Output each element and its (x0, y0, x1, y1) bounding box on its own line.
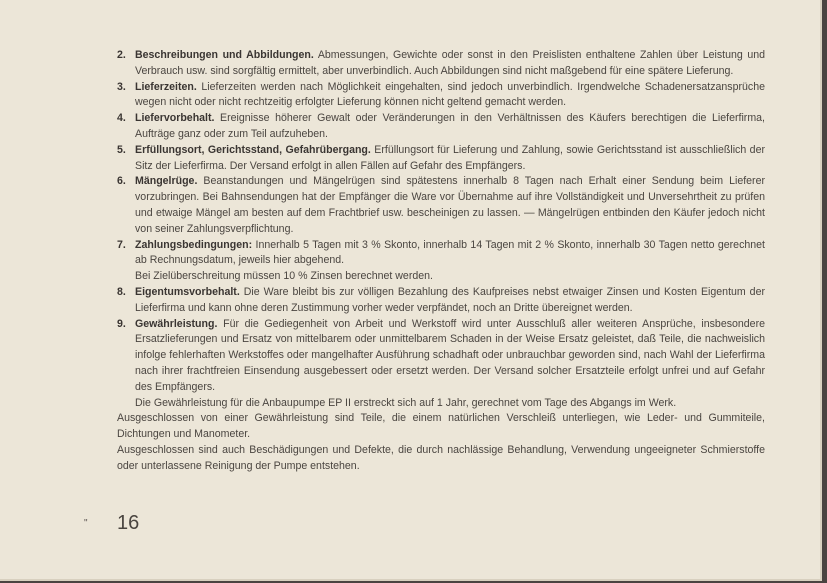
term-item-4 (117, 111, 765, 143)
term-text: Abmessungen, Gewichte oder sonst in den Preislisten enthaltene Zahlen über Leistung und Verbrauch usw. sind sorgfältig ermittelt, aber unverbindlich. Auch Abbildungen sind nicht maßgebend für eine spätere Lieferung. (135, 49, 765, 77)
term-heading: Eigentumsvorbehalt. (135, 285, 240, 298)
term-heading: Mängelrüge. (135, 175, 198, 188)
term-number: 2. (117, 49, 126, 61)
term-item-2 (117, 48, 765, 80)
term-item-6 (117, 174, 765, 237)
term-text: Für die Gediegenheit von Arbeit und Werkstoff wird unter Ausschluß aller weiteren Ansprüche, insbesondere Ersatzlieferungen und Ersatz von mittelbarem oder unmittelbarem Schaden in der Weise Ersatz geleistet, daß Teile, die nachweislich infolge fehlerhaften Werkstoffes oder mangelhafter Ausführung schadhaft oder unbrauchbar geworden sind, nach Wahl der Lieferfirma nach ihrer frachtfreien Einsendung ausgebessert oder ersetzt werden. Der Versand solcher Ersatzteile erfolgt unfrei und auf Gefahr des Empfängers. (135, 317, 765, 393)
term-text: Beanstandungen und Mängelrügen sind spätestens innerhalb 8 Tagen nach Erhalt einer Sendung beim Lieferer vorzubringen. Bei Bahnsendungen hat der Empfänger die Ware vor Übernahme auf ihre Vollständigkeit und Unversehrtheit zu prüfen und etwaige Mängel am besten auf dem Frachtbrief usw. bescheinigen zu lassen. — Mängelrügen entbinden den Käufer jedoch nicht von seiner Zahlungsverpflichtung. (135, 175, 765, 235)
term-heading: Lieferzeiten. (135, 80, 197, 93)
page-number: 16 (117, 512, 140, 534)
term-item-9 (117, 317, 765, 412)
term-text: Lieferzeiten werden nach Möglichkeit eingehalten, sind jedoch unverbindlich. Irgendwelche Schadenersatzansprüche wegen nicht oder nicht rechtzeitig erfolgter Lieferung können nicht geltend gemacht werden. (135, 80, 765, 109)
term-extra-text: Die Gewährleistung für die Anbaupumpe EP II erstreckt sich auf 1 Jahr, gerechnet vom Tage des Abgangs im Werk. (135, 396, 677, 409)
term-item-3 (117, 80, 765, 112)
closing-paragraph: Ausgeschlossen sind auch Beschädigungen und Defekte, die durch nachlässige Behandlung, Verwendung ungeeigneter Schmierstoffe oder unterlassene Reinigung der Pumpe entstehen. (117, 443, 765, 472)
term-number: 8. (117, 285, 126, 298)
term-text: Innerhalb 5 Tagen mit 3 % Skonto, innerhalb 14 Tagen mit 2 % Skonto, innerhalb 30 Tagen netto gerechnet ab Rechnungsdatum, jeweils hier abgehend. (135, 238, 765, 267)
term-extra-text: Bei Zielüberschreitung müssen 10 % Zinsen berechnet werden. (135, 270, 433, 283)
margin-mark: " (84, 518, 88, 529)
term-item-8 (117, 285, 765, 317)
term-heading: Zahlungsbedingungen: (135, 238, 253, 251)
term-number: 9. (117, 317, 126, 330)
term-item-7 (117, 238, 765, 285)
term-text: Ereignisse höherer Gewalt oder Veränderungen in den Verhältnissen des Käufers berechtigen die Lieferfirma, Aufträge ganz oder zum Teil aufzuheben. (135, 112, 765, 140)
term-number: 7. (117, 238, 126, 251)
term-text: Die Ware bleibt bis zur völligen Bezahlung des Kaufpreises nebst etwaiger Zinsen und Kosten Eigentum der Lieferfirma und kann ohne deren Zustimmung vorher weder verpfändet, noch an Dritte übereignet werden. (135, 285, 765, 314)
term-heading: Liefervorbehalt. (135, 112, 215, 125)
term-number: 4. (117, 112, 126, 125)
term-number: 3. (117, 80, 126, 93)
term-text: Erfüllungsort für Lieferung und Zahlung, sowie Gerichtsstand ist ausschließlich der Sitz der Lieferfirma. Der Versand erfolgt in allen Fällen auf Gefahr des Empfängers. (135, 143, 765, 172)
term-number: 5. (117, 143, 126, 156)
term-heading: Gewährleistung. (135, 317, 218, 330)
term-number: 6. (117, 175, 126, 188)
term-heading: Erfüllungsort, Gerichtsstand, Gefahrübergang. (135, 143, 371, 156)
term-item-5 (117, 143, 765, 175)
closing-paragraph: Ausgeschlossen von einer Gewährleistung sind Teile, die einem natürlichen Verschleiß unterliegen, wie Leder- und Gummiteile, Dichtungen und Manometer. (117, 412, 765, 441)
term-heading: Beschreibungen und Abbildungen. (135, 49, 314, 61)
terms-text-block (117, 48, 765, 475)
